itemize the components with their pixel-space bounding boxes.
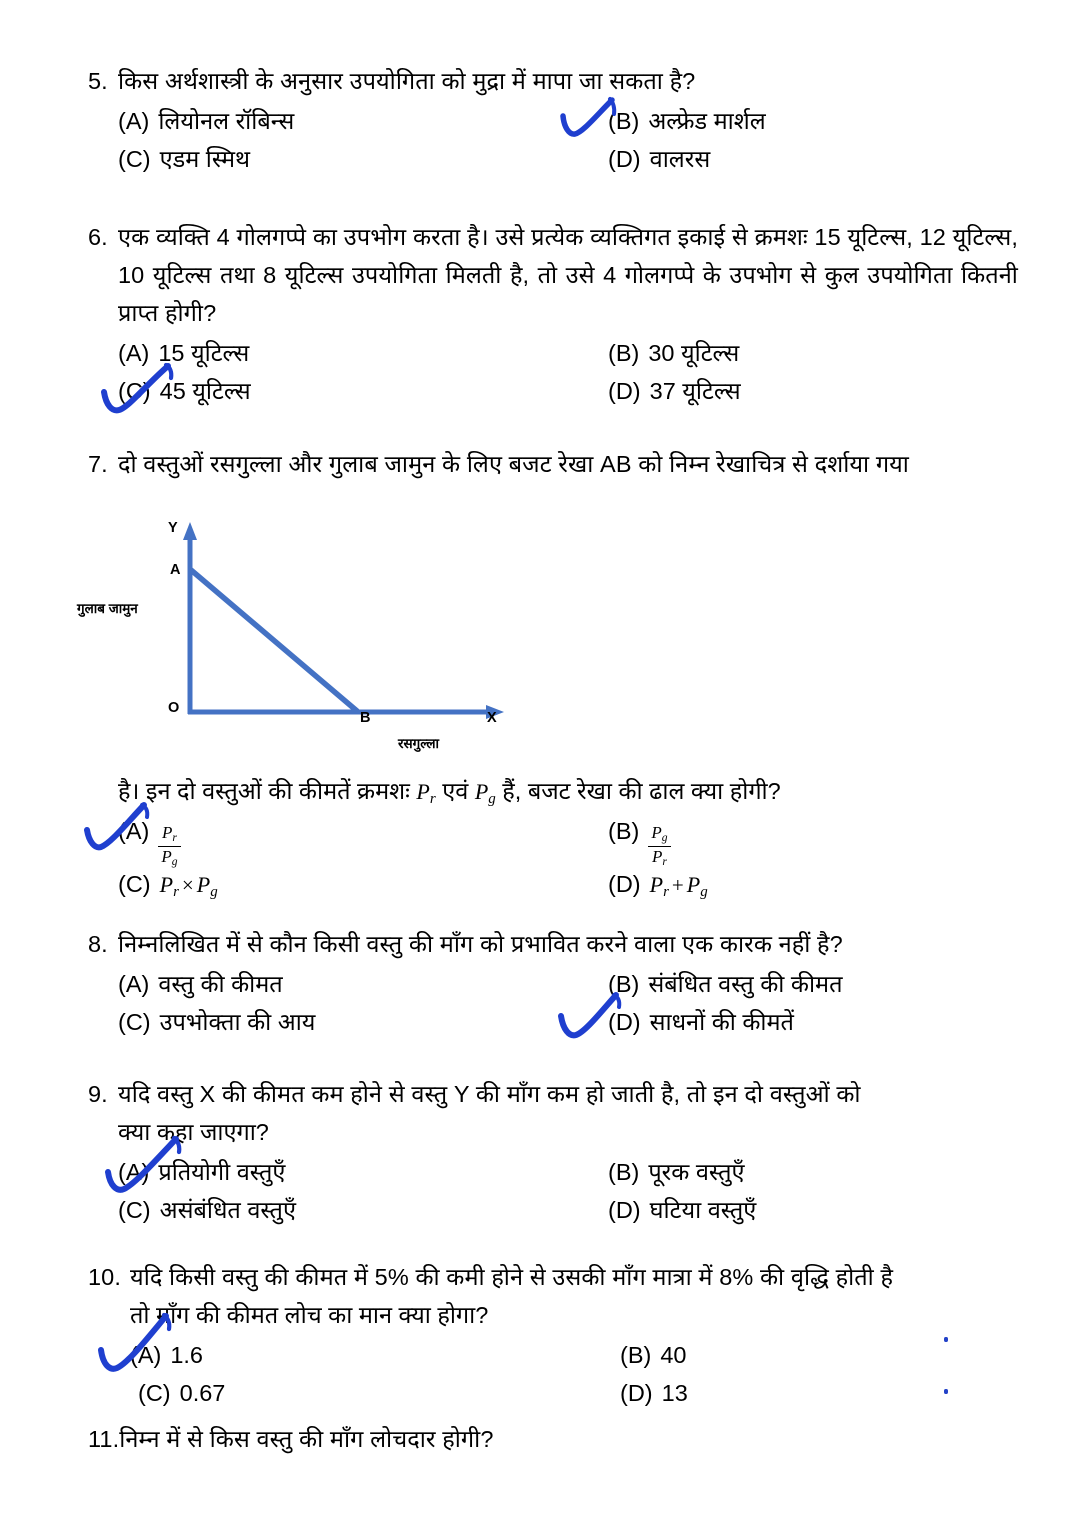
option-9-a[interactable]	[118, 1154, 608, 1191]
question-6-text: एक व्यक्ति 4 गोलगप्पे का उपभोग करता है। उसे प्रत्येक व्यक्तिगत इकाई से क्रमशः 15 यूटिल्स, 12 यूटिल्स, 10 यूटिल्स तथा 8 यूटिल्स उपयोगिता मिलती है, तो उसे 4 गोलगप्पे के उपभोग से कुल उपयोगिता कितनी प्राप्त होगी?	[118, 224, 1018, 327]
option-row	[118, 1003, 1018, 1041]
question-9-stem	[88, 1075, 1018, 1113]
option-key: (C)	[118, 377, 151, 404]
option-5-c[interactable]	[118, 141, 608, 178]
question-9-text: यदि वस्तु X की कीमत कम होने से वस्तु Y की माँग कम हो जाती है, तो इन दो वस्तुओं को	[118, 1081, 861, 1107]
option-7-d[interactable]	[608, 866, 708, 905]
option-6-d[interactable]	[608, 373, 741, 410]
option-key: (B)	[608, 818, 640, 845]
question-8-text: निम्नलिखित में से कौन किसी वस्तु की माँग को प्रभावित करने वाला एक कारक नहीं है?	[118, 931, 843, 957]
question-9-options	[118, 1153, 1018, 1229]
option-6-c[interactable]	[118, 373, 608, 410]
option-key: (A)	[118, 107, 150, 134]
option-key: (B)	[608, 1158, 640, 1185]
option-10-d[interactable]	[620, 1375, 688, 1412]
option-label: 15 यूटिल्स	[158, 339, 250, 366]
question-5-text: किस अर्थशास्त्री के अनुसार उपयोगिता को मुद्रा में मापा जा सकता है?	[118, 68, 696, 94]
option-6-a[interactable]	[118, 335, 608, 372]
question-7-number: 7.	[88, 451, 108, 477]
option-row	[118, 865, 1018, 905]
option-row	[118, 334, 1018, 372]
question-10-options	[130, 1336, 1018, 1412]
option-label: 45 यूटिल्स	[159, 377, 251, 404]
option-label: 0.67	[179, 1379, 226, 1406]
option-key: (A)	[118, 339, 150, 366]
fraction-pr-over-pg: $\frac{P_r}{P_g}$	[158, 824, 180, 867]
option-7-c[interactable]	[118, 866, 608, 905]
option-10-c[interactable]	[138, 1375, 620, 1412]
option-8-c[interactable]	[118, 1004, 608, 1041]
point-label-a: A	[170, 562, 181, 578]
question-6	[88, 218, 1018, 410]
option-key: (D)	[608, 870, 641, 897]
option-key: (D)	[608, 377, 641, 404]
option-label: घटिया वस्तुएँ	[649, 1196, 757, 1223]
question-7-options	[118, 817, 1018, 905]
option-key: (C)	[118, 1196, 151, 1223]
question-7-continuation	[88, 772, 1018, 905]
option-label: 37 यूटिल्स	[649, 377, 741, 404]
option-label: अल्फ्रेड मार्शल	[648, 107, 766, 134]
option-5-a[interactable]	[118, 103, 608, 140]
ink-speck	[944, 1389, 948, 1394]
question-11-stem	[88, 1420, 1018, 1458]
point-label-b: B	[360, 710, 371, 726]
option-label: वालरस	[649, 145, 711, 172]
option-key: (B)	[608, 339, 640, 366]
option-label: उपभोक्ता की आय	[159, 1008, 316, 1035]
option-key: (A)	[118, 970, 150, 997]
option-key: (D)	[608, 1196, 641, 1223]
option-row	[130, 1336, 1018, 1374]
option-key: (C)	[118, 145, 151, 172]
option-5-d[interactable]	[608, 141, 710, 178]
symbol-pg: $P_g$	[474, 779, 496, 807]
option-6-b[interactable]	[608, 335, 739, 372]
option-row	[118, 102, 1018, 140]
option-label: एडम स्मिथ	[159, 145, 251, 172]
question-8	[88, 925, 1018, 1041]
option-key: (B)	[608, 970, 640, 997]
expression-pr-plus-pg: $P_r + P_g$	[649, 871, 708, 900]
option-9-b[interactable]	[608, 1154, 744, 1191]
option-10-b[interactable]	[620, 1337, 686, 1374]
option-label: 30 यूटिल्स	[648, 339, 740, 366]
budget-line-figure	[60, 508, 580, 758]
option-row	[118, 372, 1018, 410]
question-8-number: 8.	[88, 931, 108, 957]
option-key: (B)	[608, 107, 640, 134]
option-key: (A)	[118, 1158, 150, 1185]
question-10-text-line2: तो माँग की कीमत लोच का मान क्या होगा?	[130, 1302, 489, 1329]
option-label: साधनों की कीमतें	[649, 1008, 794, 1035]
symbol-pr: $P_r$	[416, 779, 436, 807]
option-8-b[interactable]	[608, 966, 842, 1003]
option-7-a[interactable]	[118, 813, 608, 868]
axis-label-x: X	[487, 710, 497, 726]
question-10-text: यदि किसी वस्तु की कीमत में 5% की कमी होने से उसकी माँग मात्रा में 8% की वृद्धि होती है	[130, 1264, 894, 1290]
option-5-b[interactable]	[608, 103, 766, 140]
question-9-number: 9.	[88, 1081, 108, 1107]
option-label: 1.6	[170, 1341, 203, 1368]
question-6-options	[118, 334, 1018, 410]
question-8-options	[118, 965, 1018, 1041]
option-row	[130, 1374, 1018, 1412]
question-11-text: निम्न में से किस वस्तु की माँग लोचदार होगी?	[119, 1426, 494, 1452]
option-8-d[interactable]	[608, 1004, 794, 1041]
x-axis-title: रसगुल्ला	[398, 736, 439, 751]
option-row	[118, 1153, 1018, 1191]
option-key: (C)	[118, 1008, 151, 1035]
option-label: लियोनल रॉबिन्स	[158, 107, 295, 134]
option-9-c[interactable]	[118, 1192, 608, 1229]
option-label: 40	[660, 1341, 687, 1368]
option-label: असंबंधित वस्तुएँ	[159, 1196, 296, 1223]
question-6-number: 6.	[88, 224, 108, 250]
option-row	[118, 140, 1018, 178]
option-8-a[interactable]	[118, 966, 608, 1003]
question-9-text-line2: क्या कहा जाएगा?	[118, 1119, 269, 1146]
option-label: वस्तु की कीमत	[158, 970, 283, 997]
question-11-number: 11.	[88, 1426, 120, 1452]
question-5-number: 5.	[88, 68, 108, 94]
option-7-b[interactable]	[608, 813, 671, 868]
question-10-stem	[88, 1258, 1018, 1296]
option-key: (C)	[138, 1379, 171, 1406]
origin-label: O	[168, 700, 180, 716]
y-axis-title: गुलाब जामुन	[77, 601, 138, 616]
option-label: प्रतियोगी वस्तुएँ	[158, 1158, 286, 1185]
option-10-a[interactable]	[130, 1337, 620, 1374]
option-label: संबंधित वस्तु की कीमत	[648, 970, 843, 997]
question-11	[88, 1420, 1018, 1458]
question-5	[88, 62, 1018, 178]
question-7-text-after-figure: है। इन दो वस्तुओं की कीमतें क्रमशः $P_r$ एवं $P_g$ हैं, बजट रेखा की ढाल क्या होगी?	[118, 778, 781, 807]
option-key: (A)	[130, 1341, 162, 1368]
budget-line-svg	[60, 508, 580, 758]
expression-pr-times-pg: $P_r \times P_g$	[159, 871, 218, 900]
option-key: (D)	[620, 1379, 653, 1406]
question-5-stem	[88, 62, 1018, 100]
question-10-number: 10.	[88, 1264, 121, 1290]
option-9-d[interactable]	[608, 1192, 756, 1229]
fraction-pg-over-pr: $\frac{P_g}{P_r}$	[648, 824, 670, 867]
option-key: (B)	[620, 1341, 652, 1368]
option-label: 13	[661, 1379, 688, 1406]
question-7	[88, 445, 1018, 483]
axis-label-y: Y	[168, 520, 178, 536]
option-key: (C)	[118, 870, 151, 897]
option-row	[118, 965, 1018, 1003]
question-9	[88, 1075, 1018, 1229]
option-row	[118, 1191, 1018, 1229]
question-6-stem	[88, 218, 1018, 332]
option-key: (D)	[608, 145, 641, 172]
option-key: (D)	[608, 1008, 641, 1035]
option-key: (A)	[118, 818, 150, 845]
question-7-stem	[88, 445, 1018, 483]
option-label: पूरक वस्तुएँ	[648, 1158, 745, 1185]
ink-speck	[944, 1337, 948, 1342]
question-10	[88, 1258, 1018, 1412]
question-5-options	[118, 102, 1018, 178]
question-7-text: दो वस्तुओं रसगुल्ला और गुलाब जामुन के लिए बजट रेखा AB को निम्न रेखाचित्र से दर्शाया गया	[118, 451, 909, 477]
option-row	[118, 817, 1018, 868]
question-8-stem	[88, 925, 1018, 963]
